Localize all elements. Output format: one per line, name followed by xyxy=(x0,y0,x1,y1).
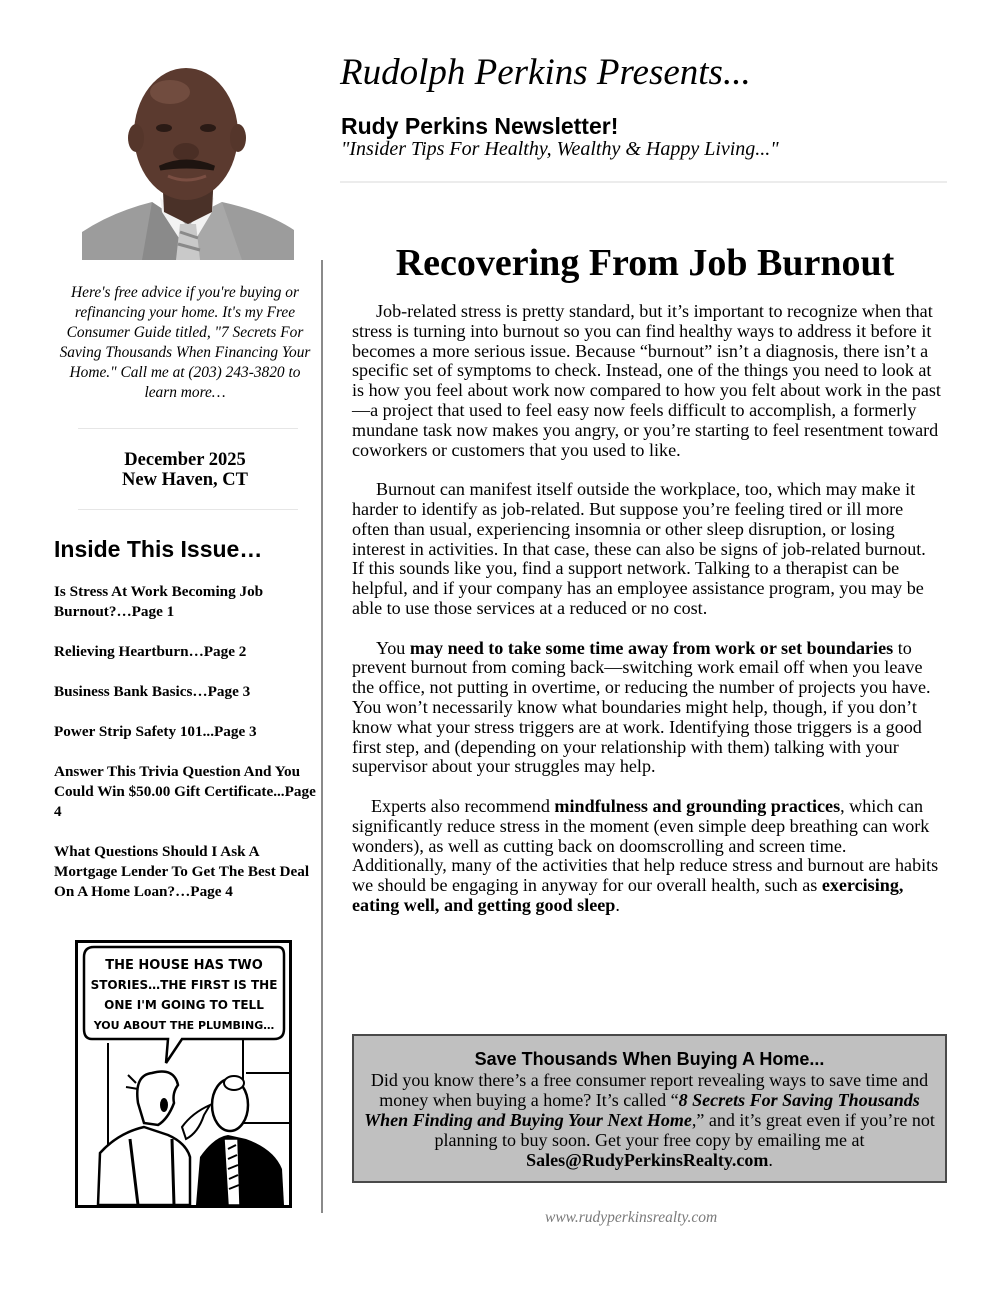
article-body xyxy=(352,302,942,936)
toc-item: Power Strip Safety 101...Page 3 xyxy=(54,723,257,740)
issue-info xyxy=(54,450,316,490)
header-divider xyxy=(340,181,947,183)
newsletter-tagline: "Insider Tips For Healthy, Wealthy & Happy Living..." xyxy=(341,138,779,160)
presents-heading: Rudolph Perkins Presents... xyxy=(340,52,751,93)
promo-title: Save Thousands When Buying A Home... xyxy=(474,1049,825,1069)
article-paragraph: Experts also recommend mindfulness and grounding practices, which can significantly reduce stress in the moment (even simple deep breathing can work wonders), as well as cutting back on doomscrolling and screen time. Additionally, many of the activities that help reduce stress and burnout are habits we should be engaging in anyway for our overall health, such as exercising, eating well, and getting good sleep. xyxy=(352,795,939,915)
cartoon-panel xyxy=(75,940,292,1208)
emphasis-text: mindfulness and grounding practices xyxy=(554,795,841,816)
cartoon-caption-line: YOU ABOUT THE PLUMBING… xyxy=(93,1019,275,1032)
report-title: 8 Secrets For Saving Thousands When Finding and Buying Your Next Home xyxy=(364,1090,920,1130)
issue-date: December 2025 xyxy=(124,450,246,470)
promo-box xyxy=(352,1034,947,1183)
toc-item: What Questions Should I Ask A Mortgage Lender To Get The Best Deal On A Home Loan?…Page 4 xyxy=(54,843,310,900)
newsletter-title: Rudy Perkins Newsletter! xyxy=(341,113,619,139)
sidebar-divider xyxy=(78,428,298,429)
cartoon-caption-line: ONE I'M GOING TO TELL xyxy=(104,998,264,1012)
cartoon-caption-line: THE HOUSE HAS TWO xyxy=(105,958,263,973)
author-photo xyxy=(82,52,294,260)
emphasis-text: exercising, eating well, and getting good sleep xyxy=(352,875,904,915)
website-link[interactable]: www.rudyperkinsrealty.com xyxy=(545,1209,718,1226)
email-link[interactable]: Sales@RudyPerkinsRealty.com xyxy=(526,1150,769,1170)
article-paragraph: You may need to take some time away from work or set boundaries to prevent burnout from coming back—switching work email off when you leave the office, not putting in overtime, or reducing the number of projects you have. You won’t necessarily know what boundaries might help, though, if you don’t know what your stress triggers are at work. Identifying those triggers is a good first step, and (depending on your relationship with them) talking with your supervisor about your struggles may help. xyxy=(352,637,931,777)
article-paragraph: Job-related stress is pretty standard, but it’s important to recognize when that stress is turning into burnout so you can find healthy ways to address it before it becomes a more serious issue. Because “burnout” isn’t a diagnosis, there isn’t a specific set of symptoms to check. Instead, one of the things you need to look at is how you feel about work now compared to how you felt about work in the past—a project that used to feel easy now feels difficult to accomplish, a formerly mundane task now makes you angry, or you’re starting to feel resentment toward coworkers or customers that you used to like. xyxy=(352,301,941,460)
toc-item: Answer This Trivia Question And You Could Win $50.00 Gift Certificate...Page 4 xyxy=(54,763,316,820)
article-paragraph: Burnout can manifest itself outside the workplace, too, which may make it harder to identify as job-related. But suppose you’re feeling tired or ill more often than usual, experiencing insomnia or other sleep disruption, or losing interest in activities. In that case, these can also be signs of job-related burnout. If this sounds like you, find a support network. Talking to a therapist can be helpful, and if your company has an employee assistance program, you may be able to use those services at a reduced or no cost. xyxy=(352,479,926,618)
cartoon-caption-line: STORIES…THE FIRST IS THE xyxy=(90,978,278,992)
emphasis-text: may need to take some time away from work or set boundaries xyxy=(409,637,894,658)
toc-item: Is Stress At Work Becoming Job Burnout?…Page 1 xyxy=(54,583,264,620)
inside-this-issue-heading: Inside This Issue… xyxy=(54,536,263,562)
sidebar-divider xyxy=(78,509,298,510)
toc-item: Business Bank Basics…Page 3 xyxy=(54,683,251,700)
issue-location: New Haven, CT xyxy=(122,470,248,490)
table-of-contents xyxy=(54,582,316,922)
cartoon-illustration xyxy=(78,943,289,1205)
portrait-image xyxy=(82,52,294,260)
toc-item: Relieving Heartburn…Page 2 xyxy=(54,643,247,660)
column-divider xyxy=(321,260,323,1213)
promo-body: Did you know there’s a free consumer report revealing ways to save time and money when buying a home? It’s called “8 Secrets For Saving Thousands When Finding and Buying Your Next Home,” and it’s great even if you’re not planning to buy soon. Get your free copy by emailing me at Sales@RudyPerkinsRealty.com. xyxy=(364,1070,935,1170)
article-title: Recovering From Job Burnout xyxy=(395,242,895,284)
advice-blurb: Here's free advice if you're buying or refinancing your home. It's my Free Consumer Guide titled, "7 Secrets For Saving Thousands When Financing Your Home." Call me at (203) 243-3820 to learn more… xyxy=(59,284,311,401)
